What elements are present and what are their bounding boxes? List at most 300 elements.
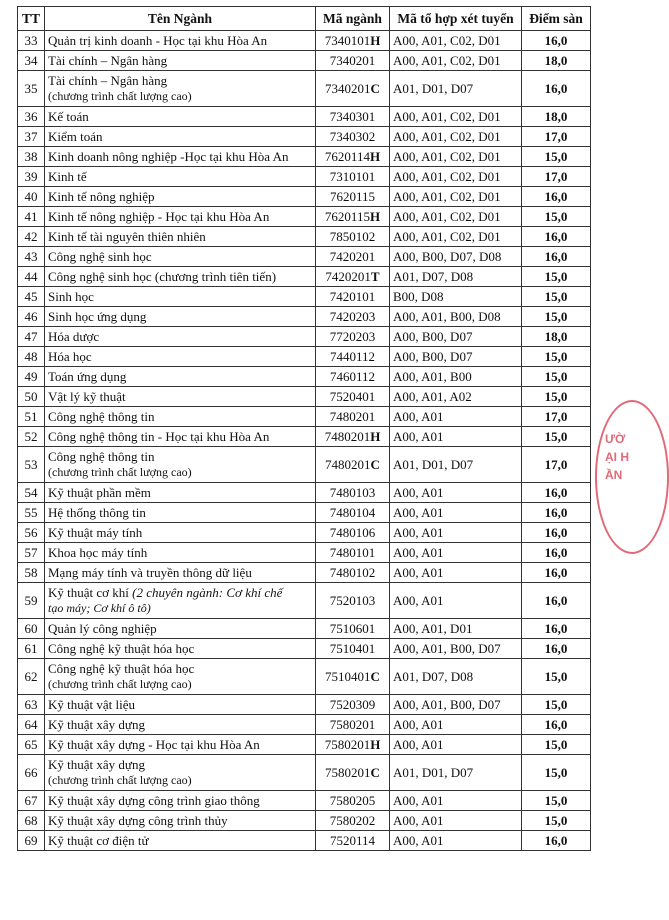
subject-combination: A00, A01 bbox=[390, 483, 522, 503]
subject-combination: A00, A01, C02, D01 bbox=[390, 107, 522, 127]
major-cell bbox=[45, 71, 316, 107]
major-code-cell bbox=[316, 227, 390, 247]
major-code: 7340201 bbox=[329, 53, 376, 68]
major-code-cell bbox=[316, 287, 390, 307]
table-row bbox=[18, 327, 591, 347]
table-row bbox=[18, 483, 591, 503]
major-code: 7480106 bbox=[329, 525, 376, 540]
table-row bbox=[18, 347, 591, 367]
row-number: 50 bbox=[18, 387, 45, 407]
row-number: 62 bbox=[18, 659, 45, 695]
major-code-cell bbox=[316, 427, 390, 447]
major-name: Tài chính – Ngân hàng bbox=[48, 73, 168, 88]
major-name: Kỹ thuật máy tính bbox=[48, 525, 143, 540]
header-minimum-score: Điểm sàn bbox=[522, 7, 591, 31]
major-cell bbox=[45, 147, 316, 167]
table-row bbox=[18, 107, 591, 127]
major-code: 7620114 bbox=[324, 149, 370, 164]
major-name: Vật lý kỹ thuật bbox=[48, 389, 126, 404]
minimum-score: 16,0 bbox=[522, 831, 591, 851]
major-code: 7460112 bbox=[329, 369, 376, 384]
table-row bbox=[18, 735, 591, 755]
subject-combination: A00, A01 bbox=[390, 563, 522, 583]
major-code-cell bbox=[316, 447, 390, 483]
major-code: 7520103 bbox=[329, 593, 376, 608]
major-code-cell bbox=[316, 267, 390, 287]
row-number: 36 bbox=[18, 107, 45, 127]
subject-combination: A00, A01, C02, D01 bbox=[390, 187, 522, 207]
major-name: Kỹ thuật xây dựng công trình giao thông bbox=[48, 793, 260, 808]
minimum-score: 16,0 bbox=[522, 715, 591, 735]
minimum-score: 17,0 bbox=[522, 407, 591, 427]
major-code: 7510401 bbox=[329, 641, 376, 656]
major-code: 7480201 bbox=[325, 457, 371, 472]
table-row bbox=[18, 387, 591, 407]
major-code-cell bbox=[316, 71, 390, 107]
table-row bbox=[18, 811, 591, 831]
table-row bbox=[18, 267, 591, 287]
major-code-cell bbox=[316, 619, 390, 639]
row-number: 33 bbox=[18, 31, 45, 51]
minimum-score: 15,0 bbox=[522, 387, 591, 407]
major-code-suffix: H bbox=[370, 33, 381, 48]
major-code: 7340101 bbox=[324, 33, 371, 48]
major-cell bbox=[45, 735, 316, 755]
red-stamp bbox=[595, 400, 669, 554]
major-cell bbox=[45, 695, 316, 715]
row-number: 58 bbox=[18, 563, 45, 583]
table-row bbox=[18, 715, 591, 735]
minimum-score: 15,0 bbox=[522, 147, 591, 167]
row-number: 44 bbox=[18, 267, 45, 287]
major-code-suffix: T bbox=[370, 269, 380, 284]
major-name: Kinh tế bbox=[48, 169, 87, 184]
major-code-cell bbox=[316, 583, 390, 619]
subject-combination: A00, A01, D01 bbox=[390, 619, 522, 639]
major-code: 7420201 bbox=[329, 249, 376, 264]
major-cell bbox=[45, 563, 316, 583]
stamp-text-2: ẠI H bbox=[605, 450, 629, 464]
major-name: Hóa học bbox=[48, 349, 92, 364]
major-cell bbox=[45, 483, 316, 503]
subject-combination: A00, A01 bbox=[390, 523, 522, 543]
subject-combination: A01, D01, D07 bbox=[390, 447, 522, 483]
subject-combination: A01, D01, D07 bbox=[390, 71, 522, 107]
major-name: Sinh học bbox=[48, 289, 94, 304]
table-row bbox=[18, 71, 591, 107]
minimum-score: 16,0 bbox=[522, 543, 591, 563]
row-number: 60 bbox=[18, 619, 45, 639]
minimum-score: 15,0 bbox=[522, 755, 591, 791]
major-code: 7850102 bbox=[329, 229, 376, 244]
major-code-suffix: C bbox=[370, 81, 380, 96]
major-name: Kỹ thuật vật liệu bbox=[48, 697, 136, 712]
major-name: Tài chính – Ngân hàng bbox=[48, 53, 168, 68]
table-row bbox=[18, 831, 591, 851]
minimum-score: 15,0 bbox=[522, 267, 591, 287]
major-cell bbox=[45, 287, 316, 307]
major-name: Kỹ thuật cơ điện tử bbox=[48, 833, 149, 848]
subject-combination: A00, A01, C02, D01 bbox=[390, 127, 522, 147]
major-cell bbox=[45, 207, 316, 227]
table-row bbox=[18, 619, 591, 639]
table-row bbox=[18, 51, 591, 71]
row-number: 49 bbox=[18, 367, 45, 387]
major-cell bbox=[45, 267, 316, 287]
major-code-cell bbox=[316, 543, 390, 563]
subject-combination: A00, A01 bbox=[390, 831, 522, 851]
major-code-cell bbox=[316, 831, 390, 851]
minimum-score: 15,0 bbox=[522, 695, 591, 715]
major-name: Khoa học máy tính bbox=[48, 545, 148, 560]
minimum-score: 16,0 bbox=[522, 619, 591, 639]
major-cell bbox=[45, 31, 316, 51]
major-code-cell bbox=[316, 563, 390, 583]
major-code: 7480101 bbox=[329, 545, 376, 560]
major-code: 7720203 bbox=[329, 329, 376, 344]
major-name: Công nghệ kỹ thuật hóa học bbox=[48, 661, 195, 676]
row-number: 56 bbox=[18, 523, 45, 543]
table-row bbox=[18, 503, 591, 523]
minimum-score: 15,0 bbox=[522, 287, 591, 307]
major-code: 7580205 bbox=[329, 793, 376, 808]
subject-combination: A00, A01 bbox=[390, 503, 522, 523]
row-number: 43 bbox=[18, 247, 45, 267]
major-code: 7520309 bbox=[329, 697, 376, 712]
major-code-cell bbox=[316, 247, 390, 267]
table-row bbox=[18, 659, 591, 695]
minimum-score: 16,0 bbox=[522, 483, 591, 503]
major-name: Kinh tế nông nghiệp bbox=[48, 189, 155, 204]
row-number: 48 bbox=[18, 347, 45, 367]
table-body bbox=[18, 31, 591, 851]
major-code-cell bbox=[316, 523, 390, 543]
major-cell bbox=[45, 107, 316, 127]
table-row bbox=[18, 127, 591, 147]
minimum-score: 16,0 bbox=[522, 247, 591, 267]
major-code: 7510601 bbox=[329, 621, 376, 636]
major-code-cell bbox=[316, 407, 390, 427]
minimum-score: 18,0 bbox=[522, 327, 591, 347]
major-code-cell bbox=[316, 347, 390, 367]
minimum-score: 16,0 bbox=[522, 523, 591, 543]
stamp-text-3: ẦN bbox=[605, 468, 623, 482]
row-number: 46 bbox=[18, 307, 45, 327]
row-number: 66 bbox=[18, 755, 45, 791]
minimum-score: 15,0 bbox=[522, 367, 591, 387]
major-code-suffix: H bbox=[370, 429, 381, 444]
major-cell bbox=[45, 427, 316, 447]
major-name: Công nghệ thông tin bbox=[48, 449, 155, 464]
subject-combination: A00, A01, C02, D01 bbox=[390, 147, 522, 167]
major-code-cell bbox=[316, 503, 390, 523]
major-cell bbox=[45, 387, 316, 407]
row-number: 67 bbox=[18, 791, 45, 811]
table-row bbox=[18, 31, 591, 51]
major-cell bbox=[45, 659, 316, 695]
major-code-cell bbox=[316, 187, 390, 207]
minimum-score: 15,0 bbox=[522, 659, 591, 695]
table-row bbox=[18, 147, 591, 167]
major-code: 7480103 bbox=[329, 485, 376, 500]
table-row bbox=[18, 167, 591, 187]
major-name: Sinh học ứng dụng bbox=[48, 309, 147, 324]
table-row bbox=[18, 207, 591, 227]
stamp-text-1: ƯỜ bbox=[605, 432, 626, 446]
major-name: Công nghệ thông tin - Học tại khu Hòa An bbox=[48, 429, 270, 444]
table-header-row bbox=[18, 7, 591, 31]
table-row bbox=[18, 367, 591, 387]
major-code: 7420203 bbox=[329, 309, 376, 324]
table-row bbox=[18, 227, 591, 247]
major-cell bbox=[45, 831, 316, 851]
major-code-cell bbox=[316, 695, 390, 715]
row-number: 64 bbox=[18, 715, 45, 735]
header-major-name: Tên Ngành bbox=[45, 7, 316, 31]
table-row bbox=[18, 187, 591, 207]
major-cell bbox=[45, 247, 316, 267]
subject-combination: A00, A01, B00, D08 bbox=[390, 307, 522, 327]
minimum-score: 15,0 bbox=[522, 307, 591, 327]
major-code: 7480102 bbox=[329, 565, 376, 580]
table-row bbox=[18, 307, 591, 327]
minimum-score: 16,0 bbox=[522, 503, 591, 523]
major-cell bbox=[45, 543, 316, 563]
row-number: 51 bbox=[18, 407, 45, 427]
row-number: 42 bbox=[18, 227, 45, 247]
major-name: Kinh tế tài nguyên thiên nhiên bbox=[48, 229, 206, 244]
subject-combination: A00, B00, D07, D08 bbox=[390, 247, 522, 267]
major-code: 7620115 bbox=[329, 189, 376, 204]
row-number: 55 bbox=[18, 503, 45, 523]
subject-combination: A00, A01 bbox=[390, 811, 522, 831]
row-number: 61 bbox=[18, 639, 45, 659]
row-number: 63 bbox=[18, 695, 45, 715]
table-row bbox=[18, 695, 591, 715]
major-cell bbox=[45, 127, 316, 147]
major-code-cell bbox=[316, 31, 390, 51]
subject-combination: A01, D07, D08 bbox=[390, 659, 522, 695]
major-name: Hóa dược bbox=[48, 329, 100, 344]
major-name-italic: (2 chuyên ngành: Cơ khí chế bbox=[132, 585, 283, 600]
row-number: 53 bbox=[18, 447, 45, 483]
row-number: 37 bbox=[18, 127, 45, 147]
major-code: 7520401 bbox=[329, 389, 376, 404]
major-cell bbox=[45, 619, 316, 639]
major-code-cell bbox=[316, 127, 390, 147]
minimum-score: 16,0 bbox=[522, 227, 591, 247]
major-name: Kinh doanh nông nghiệp -Học tại khu Hòa An bbox=[48, 149, 289, 164]
minimum-score: 16,0 bbox=[522, 639, 591, 659]
subject-combination: A00, A01, B00, D07 bbox=[390, 639, 522, 659]
minimum-score: 16,0 bbox=[522, 583, 591, 619]
subject-combination: A00, A01, B00, D07 bbox=[390, 695, 522, 715]
major-code: 7440112 bbox=[329, 349, 376, 364]
minimum-score: 17,0 bbox=[522, 127, 591, 147]
subject-combination: A00, A01 bbox=[390, 791, 522, 811]
major-cell bbox=[45, 523, 316, 543]
major-code: 7420201 bbox=[325, 269, 371, 284]
major-code-suffix: C bbox=[370, 669, 380, 684]
major-code-suffix: H bbox=[370, 737, 381, 752]
major-code: 7580201 bbox=[329, 717, 376, 732]
major-name: Công nghệ kỹ thuật hóa học bbox=[48, 641, 195, 656]
major-code-suffix: C bbox=[370, 457, 380, 472]
major-code-cell bbox=[316, 307, 390, 327]
major-code: 7480201 bbox=[324, 429, 371, 444]
major-name: Kỹ thuật cơ khí bbox=[48, 585, 129, 600]
major-code: 7620115 bbox=[324, 209, 370, 224]
major-name: Toán ứng dụng bbox=[48, 369, 127, 384]
major-name-line2: (chương trình chất lượng cao) bbox=[48, 773, 192, 787]
subject-combination: A00, A01 bbox=[390, 735, 522, 755]
subject-combination: A00, A01, C02, D01 bbox=[390, 31, 522, 51]
major-code: 7340201 bbox=[325, 81, 371, 96]
row-number: 54 bbox=[18, 483, 45, 503]
major-code-cell bbox=[316, 107, 390, 127]
major-name: Công nghệ sinh học (chương trình tiên tiến) bbox=[48, 269, 277, 284]
major-code-cell bbox=[316, 791, 390, 811]
major-cell bbox=[45, 715, 316, 735]
table-row bbox=[18, 583, 591, 619]
major-name: Kế toán bbox=[48, 109, 89, 124]
row-number: 65 bbox=[18, 735, 45, 755]
major-code-suffix: H bbox=[369, 209, 381, 224]
major-cell bbox=[45, 639, 316, 659]
major-name: Quản trị kinh doanh - Học tại khu Hòa An bbox=[48, 33, 268, 48]
major-code-cell bbox=[316, 367, 390, 387]
minimum-score: 18,0 bbox=[522, 51, 591, 71]
subject-combination: A00, A01 bbox=[390, 407, 522, 427]
major-code-cell bbox=[316, 147, 390, 167]
major-cell bbox=[45, 583, 316, 619]
table-row bbox=[18, 447, 591, 483]
major-code-cell bbox=[316, 735, 390, 755]
table-row bbox=[18, 523, 591, 543]
major-cell bbox=[45, 407, 316, 427]
table-row bbox=[18, 427, 591, 447]
major-cell bbox=[45, 327, 316, 347]
subject-combination: A00, A01, C02, D01 bbox=[390, 51, 522, 71]
minimum-score: 15,0 bbox=[522, 735, 591, 755]
major-code: 7340302 bbox=[329, 129, 376, 144]
subject-combination: A00, B00, D07 bbox=[390, 327, 522, 347]
subject-combination: A00, A01 bbox=[390, 543, 522, 563]
minimum-score: 15,0 bbox=[522, 791, 591, 811]
major-code: 7580201 bbox=[325, 765, 371, 780]
table-row bbox=[18, 287, 591, 307]
subject-combination: B00, D08 bbox=[390, 287, 522, 307]
minimum-score: 17,0 bbox=[522, 167, 591, 187]
table-row bbox=[18, 407, 591, 427]
major-cell bbox=[45, 347, 316, 367]
major-name-line2: tạo máy; Cơ khí ô tô) bbox=[48, 601, 151, 615]
major-name: Kỹ thuật xây dựng công trình thủy bbox=[48, 813, 228, 828]
subject-combination: A00, A01 bbox=[390, 583, 522, 619]
major-name: Kỹ thuật xây dựng bbox=[48, 757, 145, 772]
header-subject-combination: Mã tổ hợp xét tuyển bbox=[390, 7, 522, 31]
major-cell bbox=[45, 503, 316, 523]
minimum-score: 16,0 bbox=[522, 31, 591, 51]
minimum-score: 15,0 bbox=[522, 347, 591, 367]
major-code-cell bbox=[316, 387, 390, 407]
major-code: 7480104 bbox=[329, 505, 376, 520]
table-row bbox=[18, 247, 591, 267]
major-name: Kinh tế nông nghiệp - Học tại khu Hòa An bbox=[48, 209, 270, 224]
major-code-cell bbox=[316, 207, 390, 227]
major-code: 7340301 bbox=[329, 109, 376, 124]
major-name: Quản lý công nghiệp bbox=[48, 621, 157, 636]
major-code-suffix: C bbox=[370, 765, 380, 780]
major-cell bbox=[45, 167, 316, 187]
major-cell bbox=[45, 811, 316, 831]
row-number: 40 bbox=[18, 187, 45, 207]
major-name: Kỹ thuật xây dựng - Học tại khu Hòa An bbox=[48, 737, 260, 752]
minimum-score: 16,0 bbox=[522, 187, 591, 207]
major-code-cell bbox=[316, 167, 390, 187]
major-code-cell bbox=[316, 755, 390, 791]
major-code-cell bbox=[316, 327, 390, 347]
major-code-suffix: H bbox=[369, 149, 381, 164]
minimum-score: 15,0 bbox=[522, 427, 591, 447]
row-number: 68 bbox=[18, 811, 45, 831]
subject-combination: A00, A01, C02, D01 bbox=[390, 227, 522, 247]
major-name: Kỹ thuật xây dựng bbox=[48, 717, 145, 732]
row-number: 45 bbox=[18, 287, 45, 307]
subject-combination: A00, A01, A02 bbox=[390, 387, 522, 407]
row-number: 69 bbox=[18, 831, 45, 851]
major-code-cell bbox=[316, 51, 390, 71]
major-cell bbox=[45, 447, 316, 483]
subject-combination: A00, A01, B00 bbox=[390, 367, 522, 387]
major-code: 7480201 bbox=[329, 409, 376, 424]
major-code-cell bbox=[316, 639, 390, 659]
major-code: 7420101 bbox=[329, 289, 376, 304]
minimum-score: 16,0 bbox=[522, 71, 591, 107]
table-row bbox=[18, 563, 591, 583]
subject-combination: A00, A01, C02, D01 bbox=[390, 207, 522, 227]
major-code: 7510401 bbox=[325, 669, 371, 684]
row-number: 35 bbox=[18, 71, 45, 107]
table-row bbox=[18, 639, 591, 659]
major-cell bbox=[45, 367, 316, 387]
major-cell bbox=[45, 755, 316, 791]
row-number: 52 bbox=[18, 427, 45, 447]
major-name-line2: (chương trình chất lượng cao) bbox=[48, 465, 192, 479]
major-cell bbox=[45, 51, 316, 71]
major-code: 7580201 bbox=[324, 737, 371, 752]
major-code: 7520114 bbox=[329, 833, 376, 848]
major-name: Kỹ thuật phần mềm bbox=[48, 485, 151, 500]
subject-combination: A00, A01 bbox=[390, 715, 522, 735]
header-tt: TT bbox=[18, 7, 45, 31]
major-cell bbox=[45, 187, 316, 207]
row-number: 38 bbox=[18, 147, 45, 167]
row-number: 57 bbox=[18, 543, 45, 563]
major-name: Công nghệ thông tin bbox=[48, 409, 155, 424]
subject-combination: A00, B00, D07 bbox=[390, 347, 522, 367]
major-cell bbox=[45, 791, 316, 811]
major-cell bbox=[45, 307, 316, 327]
table-row bbox=[18, 791, 591, 811]
score-table bbox=[17, 6, 591, 851]
major-name: Kiểm toán bbox=[48, 129, 103, 144]
subject-combination: A01, D07, D08 bbox=[390, 267, 522, 287]
row-number: 34 bbox=[18, 51, 45, 71]
subject-combination: A01, D01, D07 bbox=[390, 755, 522, 791]
table-row bbox=[18, 755, 591, 791]
major-code: 7310101 bbox=[329, 169, 376, 184]
